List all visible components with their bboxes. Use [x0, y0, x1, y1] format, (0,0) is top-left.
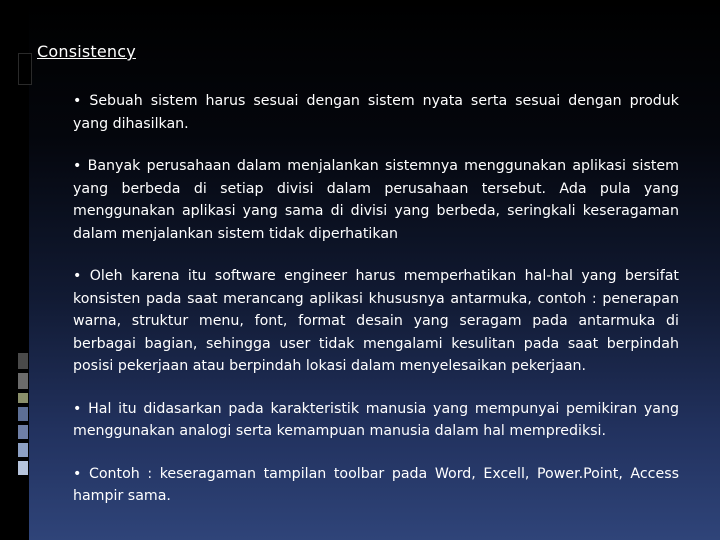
decor-square-black [18, 53, 32, 85]
decor-square [18, 443, 28, 457]
decor-square [18, 461, 28, 475]
bullet-paragraph: • Hal itu didasarkan pada karakteristik manusia yang mempunyai pemikiran yang menggunakan analogi serta kemampuan manusia dalam hal memprediksi. [73, 400, 679, 439]
bullet-paragraph: • Contoh : keseragaman tampilan toolbar pada Word, Excell, Power.Point, Access hampir sama. [73, 465, 679, 504]
bullet-paragraph: • Sebuah sistem harus sesuai dengan sistem nyata serta sesuai dengan produk yang dihasilkan. [73, 93, 679, 132]
decor-square [18, 425, 28, 439]
slide-title: Consistency [37, 42, 136, 61]
decor-square [18, 407, 28, 421]
decor-square [18, 393, 28, 403]
decor-square [18, 353, 28, 369]
decor-square [18, 373, 28, 389]
slide-content [73, 90, 679, 528]
bullet-paragraph: • Oleh karena itu software engineer harus memperhatikan hal-hal yang bersifat konsisten pada saat merancang aplikasi khususnya antarmuka, contoh : penerapan warna, struktur menu, font, format desain yang seragam pada antarmuka di berbagai bagian, sehingga user tidak mengalami kesulitan pada saat berpindah posisi pekerjaan atau berpindah lokasi dalam menyelesaikan pekerjaan. [73, 268, 679, 374]
bullet-paragraph: • Banyak perusahaan dalam menjalankan sistemnya menggunakan aplikasi sistem yang berbeda di setiap divisi dalam perusahaan tersebut. Ada pula yang menggunakan aplikasi yang sama di divisi yang berbeda, seringkali keseragaman dalam menjalankan sistem tidak diperhatikan [73, 158, 679, 242]
